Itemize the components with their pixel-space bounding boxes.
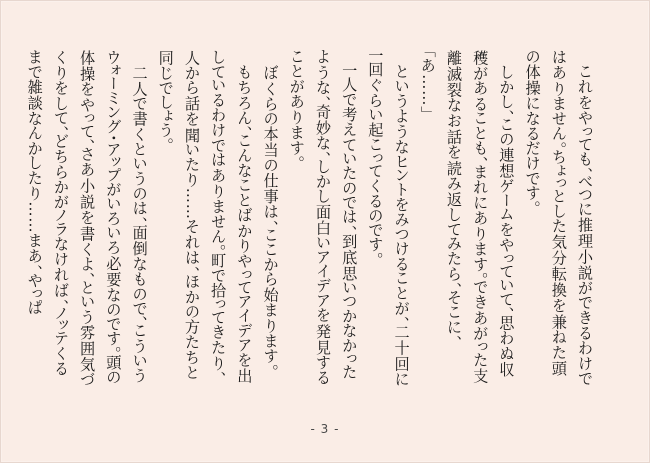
paragraph-4: というようなヒントをみつけることが、二十回に一回ぐらい起こってくるのです。 bbox=[366, 50, 411, 388]
paragraph-2: しかし、この連想ゲームをやっていて、思わぬ収穫があることも、まれにあります。できあがった支離滅裂なお話を読み返してみたら、そこに、 bbox=[444, 50, 516, 385]
paragraph-3-quote: 「あ……」 bbox=[418, 50, 437, 115]
vertical-text-body bbox=[25, 50, 598, 388]
paragraph-8: 二人で書くというのは、面倒なもので、こういうウォーミング・アップがいろいろ必要なのです。頭の体操をやって、さあ小説を書くよ、という雰囲気づくりをして、どちらかがノラなければ、ノッテくるまで雑談なんかしたり……まあ、やっぱ bbox=[25, 50, 149, 388]
paragraph-7: もちろん、こんなことばかりやってアイデアを出しているわけではありません。町で拾ってきたり、人から話を聞いたり……それは、ほかの方たちと同じでしょう。 bbox=[156, 50, 254, 385]
paragraph-5: 一人で考えていたのでは、到底思いつかなかったような、奇妙な、しかし面白いアイデアを発見することがあります。 bbox=[287, 50, 359, 386]
paragraph-1: これをやっても、べつに推理小説ができるわけではありません。ちょっとした気分転換を兼ねた頭の体操になるだけです。 bbox=[523, 50, 594, 386]
page-number: - 3 - bbox=[310, 422, 340, 436]
paragraph-6: ぼくらの本当の仕事は、ここから始まります。 bbox=[261, 65, 280, 373]
